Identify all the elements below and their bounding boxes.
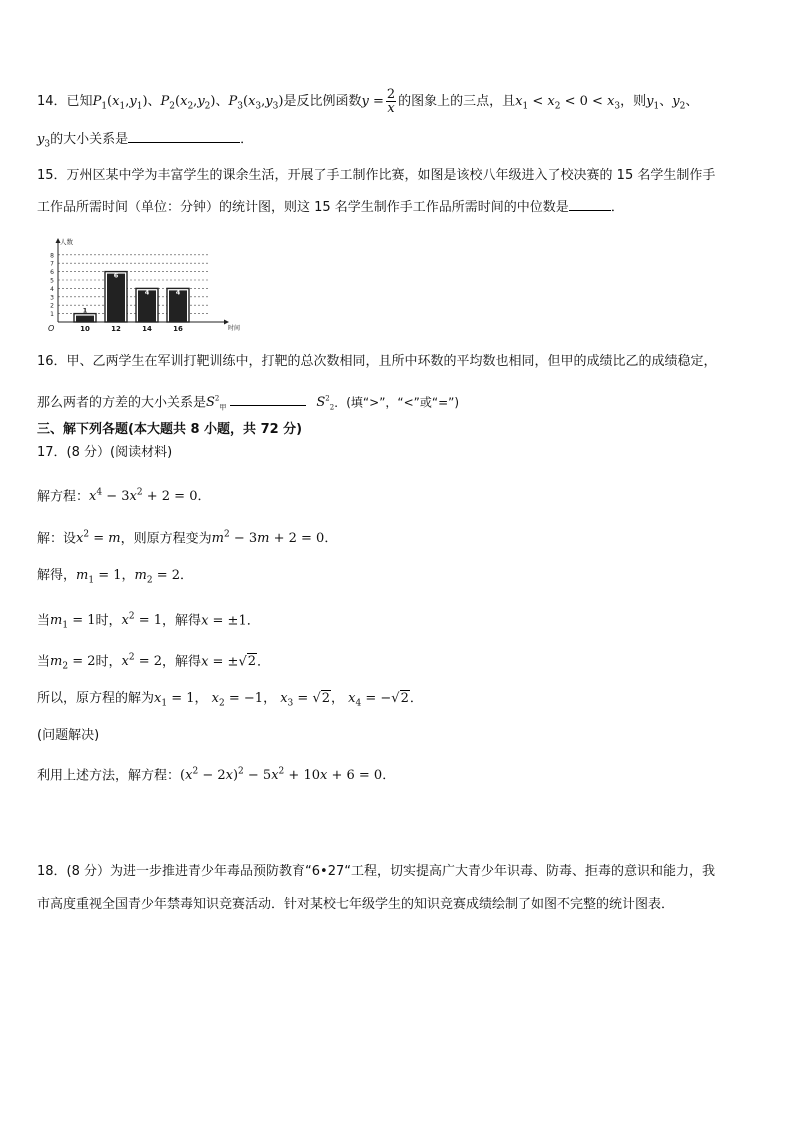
data-label: 4 bbox=[144, 288, 150, 297]
q18-line1: 18．(8 分）为进一步推进青少年毒品预防教育“6•27“工程，切实提高广大青少年识毒、防毒、拒毒的意识和能力，我 bbox=[37, 864, 715, 879]
q17-line3: 解得，$m_1 = 1$，$m_2 = 2$． bbox=[37, 568, 194, 586]
bar-chart bbox=[38, 236, 241, 336]
q17-line2: 解：设$x^2 = m$，则原方程变为$m^2 - 3m + 2 = 0$． bbox=[37, 530, 338, 547]
q17-line4: 当$m_1 = 1$时，$x^2 = 1$，解得x = ±1． bbox=[37, 612, 260, 631]
q15-answer-blank[interactable] bbox=[569, 198, 611, 211]
y-tick-label: 2 bbox=[50, 302, 54, 310]
data-label: 4 bbox=[175, 288, 181, 297]
q17-line8: 利用上述方法，解方程：$(x^2 - 2x)^2 - 5x^2 + 10x + 6 = 0$． bbox=[37, 767, 396, 784]
x-axis-arrow bbox=[224, 320, 229, 325]
q14-answer-blank[interactable] bbox=[128, 130, 240, 143]
data-label: 6 bbox=[113, 271, 119, 280]
q16-line2: 那么两者的方差的大小关系是$S^2_甲$ $S^2_2$．(填“>”，“<”或“=”) bbox=[37, 395, 460, 412]
q17-heading: 17．(8 分）(阅读材料) bbox=[37, 445, 173, 460]
q17-line6: 所以，原方程的解为$x_1 = 1$， $x_2 = -1$， $x_3 = √2$， $x_4 = -√2$． bbox=[37, 691, 423, 709]
origin-label: O bbox=[48, 324, 55, 333]
q14-line2: $y_3$的大小关系是 ． bbox=[37, 132, 254, 150]
y-tick-label: 8 bbox=[50, 252, 54, 260]
y-tick-label: 7 bbox=[50, 260, 54, 268]
bar-fill bbox=[107, 271, 125, 322]
x-tick-label: 12 bbox=[111, 325, 121, 333]
y-tick-label: 4 bbox=[50, 285, 54, 293]
q14-points: $P_1(x_1,y_1)$、$P_2(x_2,y_2)$、$P_3(x_3,y_3)$ bbox=[92, 94, 284, 112]
q17-line5: 当$m_2 = 2$时，$x^2 = 2$，解得x = ±√2． bbox=[37, 653, 271, 672]
q17-line1: 解方程：$x^4 - 3x^2 + 2 = 0$． bbox=[37, 488, 211, 505]
y-tick-label: 3 bbox=[50, 294, 54, 302]
q15-line2: 工作品所需时间（单位：分钟）的统计图，则这 15 名学生制作手工作品所需时间的中位数是 ． bbox=[37, 200, 624, 215]
q16-line1: 16．甲、乙两学生在军训打靶训练中，打靶的总次数相同，且所中环数的平均数也相同，但甲的成绩比乙的成绩稳定， bbox=[37, 354, 717, 369]
section-three-heading: 三、解下列各题(本大题共 8 小题，共 72 分) bbox=[37, 422, 303, 437]
y-tick-label: 6 bbox=[50, 269, 54, 277]
x-tick-label: 16 bbox=[173, 325, 183, 333]
x-tick-label: 10 bbox=[80, 325, 90, 333]
y-tick-label: 1 bbox=[50, 311, 54, 319]
variance-yi: $S^2_2$ bbox=[316, 395, 335, 412]
y-axis-label: 人数 bbox=[60, 238, 73, 246]
bar-fill bbox=[76, 316, 94, 322]
q18-line2: 市高度重视全国青少年禁毒知识竞赛活动．针对某校七年级学生的知识竞赛成绩绘制了如图不完整的统计图表． bbox=[37, 897, 675, 912]
x-tick-label: 14 bbox=[142, 325, 152, 333]
q17-line7: (问题解决) bbox=[37, 728, 100, 743]
q16-answer-blank[interactable] bbox=[230, 393, 306, 406]
q14-inequality: $x_1 < x_2 < 0 < x_3$ bbox=[515, 94, 621, 112]
q15-line1: 15．万州区某中学为丰富学生的课余生活，开展了手工制作比赛，如图是该校八年级进入了校决赛的 15 名学生制作手 bbox=[37, 168, 716, 183]
variance-jia: $S^2_甲$ bbox=[206, 395, 227, 412]
y-tick-label: 5 bbox=[50, 277, 54, 285]
q14-fraction: $\frac{2}{x}$ bbox=[386, 87, 396, 116]
q14-function: y = bbox=[361, 94, 384, 109]
q14-line1: 14．已知$P_1(x_1,y_1)$、$P_2(x_2,y_2)$、$P_3(x_3,y_3)$是反比例函数y = $\frac{2}{x}$ 的图象上的三点，且$x_1 < x_2 < 0 < x_3$，则$y_1$、$y_2$、 bbox=[37, 87, 699, 116]
data-label: 1 bbox=[82, 306, 88, 315]
x-axis-label: 时间 bbox=[228, 325, 241, 332]
